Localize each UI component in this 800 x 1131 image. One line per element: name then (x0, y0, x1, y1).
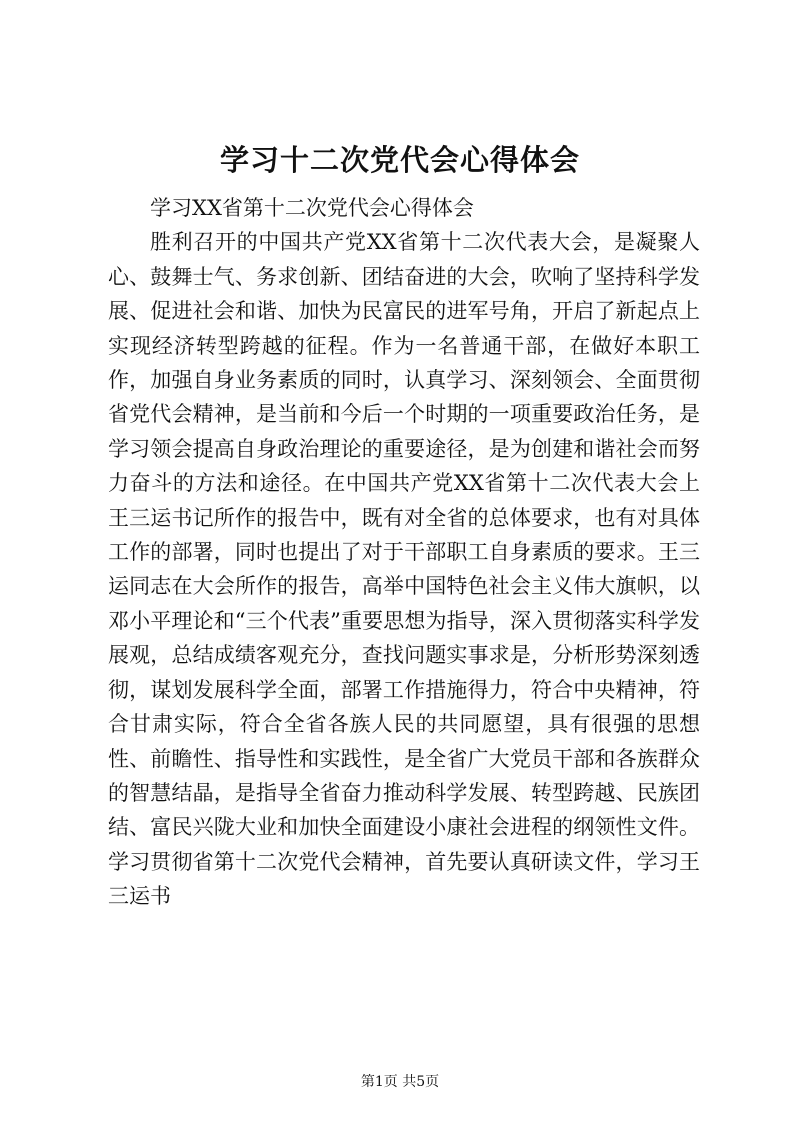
document-title: 学习十二次党代会心得体会 (219, 143, 580, 177)
subtitle-paragraph: 学习XX省第十二次党代会心得体会 (150, 196, 474, 220)
page-footer: 第1页 共5页 (360, 1074, 440, 1090)
body-paragraph: 胜利召开的中国共产党XX省第十二次代表大会，是凝聚人心、鼓舞士气、务求创新、团结奋进的大会，吹响了坚持科学发展、促进社会和谐、加快为民富民的进军号角，开启了新起点上实现经济转型跨越的征程。作为一名普通干部，在做好本职工作，加强自身业务素质的同时，认真学习、深刻领会、全面贯彻省党代会精神，是当前和今后一个时期的一项重要政治任务，是学习领会提高自身政治理论的重要途径，是为创建和谐社会而努力奋斗的方法和途径。在中国共产党XX省第十二次代表大会上王三运书记所作的报告中，既有对全省的总体要求，也有对具体工作的部署，同时也提出了对于干部职工自身素质的要求。王三运同志在大会所作的报告，高举中国特色社会主义伟大旗帜，以邓小平理论和“三个代表”重要思想为指导，深入贯彻落实科学发展观，总结成绩客观充分，查找问题实事求是，分析形势深刻透彻，谋划发展科学全面，部署工作措施得力，符合中央精神，符合甘肃实际，符合全省各族人民的共同愿望，具有很强的思想性、前瞻性、指导性和实践性，是全省广大党员干部和各族群众的智慧结晶，是指导全省奋力推动科学发展、转型跨越、民族团结、富民兴陇大业和加快全面建设小康社会进程的纲领性文件。学习贯彻省第十二次党代会精神，首先要认真研读文件，学习王三运书 (108, 230, 700, 909)
document-body (108, 191, 700, 914)
